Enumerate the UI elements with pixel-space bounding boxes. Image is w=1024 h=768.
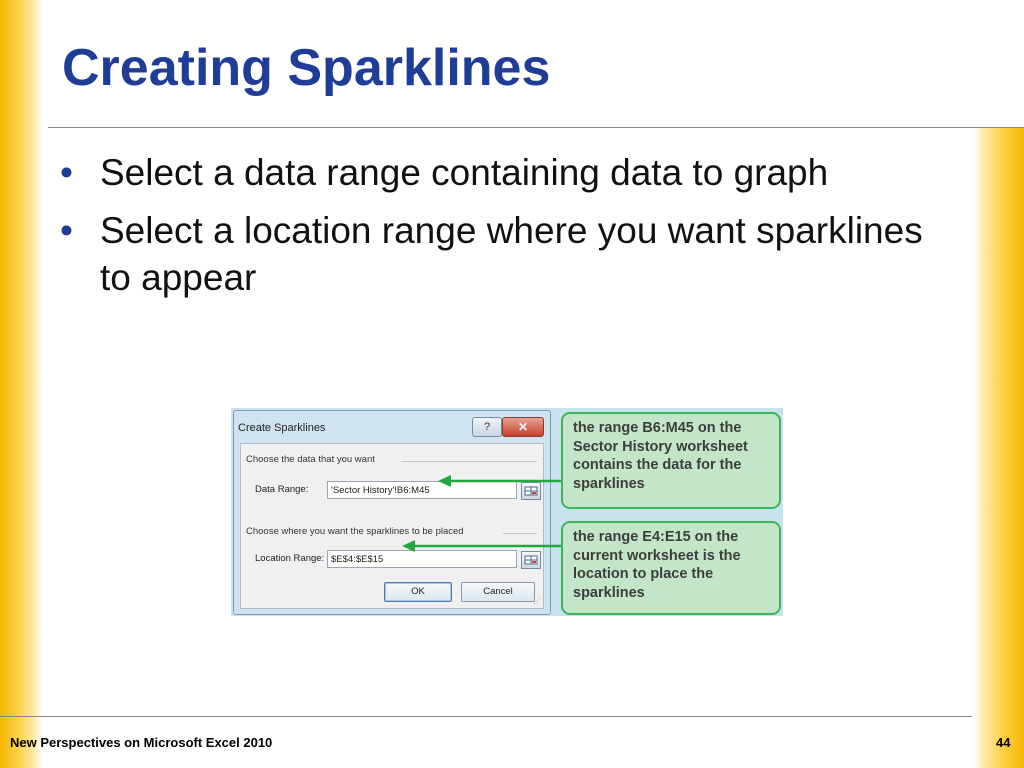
bullet-item	[60, 208, 960, 301]
bullet-marker: •	[60, 210, 73, 252]
page-number: 44	[996, 735, 1011, 750]
help-button[interactable]: ?	[472, 417, 502, 437]
arrow-to-location-range	[402, 540, 561, 552]
close-button[interactable]: ✕	[502, 417, 544, 437]
data-section-label: Choose the data that you want	[246, 454, 375, 465]
dialog-title: Create Sparklines	[238, 422, 326, 434]
arrow-to-data-range	[438, 475, 561, 487]
bullet-list	[60, 150, 960, 313]
footer-divider	[0, 716, 972, 717]
title-divider	[48, 127, 1024, 128]
data-range-callout: the range B6:M45 on the Sector History worksheet contains the data for the sparklines	[561, 412, 781, 509]
callout-arrows	[231, 408, 783, 616]
resize-grip-icon[interactable]: ⋰	[533, 597, 541, 606]
location-range-callout: the range E4:E15 on the current worksheet is the location to place the sparklines	[561, 521, 781, 615]
ok-button[interactable]: OK	[384, 582, 452, 602]
footer-text: New Perspectives on Microsoft Excel 2010	[10, 735, 273, 750]
dialog-screenshot	[231, 408, 783, 616]
location-section-label: Choose where you want the sparklines to be placed	[246, 526, 464, 537]
left-accent-bar	[0, 0, 42, 768]
data-range-label: Data Range:	[255, 484, 309, 495]
right-accent-bar	[974, 128, 1024, 768]
bullet-marker: •	[60, 152, 73, 193]
bullet-text: Select a data range containing data to graph	[100, 152, 829, 193]
location-range-label: Location Range:	[255, 553, 325, 564]
data-range-input[interactable]: 'Sector History'!B6:M45	[327, 481, 517, 499]
cancel-button[interactable]: Cancel	[461, 582, 535, 602]
location-range-input[interactable]: $E$4:$E$15	[327, 550, 517, 568]
bullet-text: Select a location range where you want sparklines to appear	[100, 210, 923, 298]
bullet-item	[60, 150, 960, 196]
slide-title: Creating Sparklines	[62, 39, 551, 97]
